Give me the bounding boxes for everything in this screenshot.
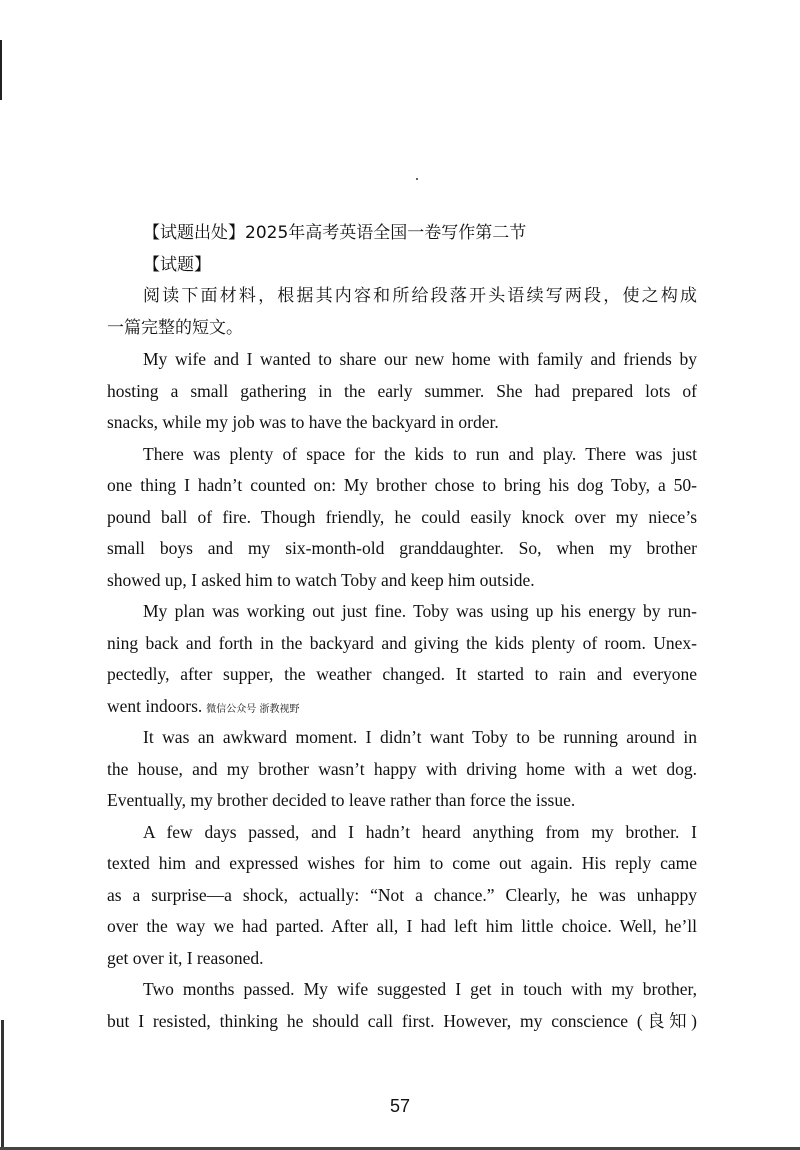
paragraph-line: A few days passed, and I hadn’t heard anything from my brother. I bbox=[143, 821, 697, 842]
watermark-note: 微信公众号 浙教视野 bbox=[206, 703, 300, 715]
paragraph-line: showed up, I asked him to watch Toby and keep him outside. bbox=[107, 569, 535, 590]
paragraph-line: My plan was working out just fine. Toby was using up his energy by run- bbox=[143, 601, 697, 621]
paragraph-line: Eventually, my brother decided to leave rather than force the issue. bbox=[107, 790, 576, 810]
paragraph-line: one thing I hadn’t counted on: My brother chose to bring his dog Toby, a 50- bbox=[107, 475, 697, 495]
paragraph-line: over the way we had parted. After all, I had left him little choice. Well, he’ll bbox=[107, 916, 697, 936]
paragraph-4 bbox=[107, 722, 697, 817]
paragraph-5 bbox=[107, 817, 697, 975]
instruction-line-1: 阅读下面材料，根据其内容和所给段落开头语续写两段，使之构成 bbox=[143, 286, 697, 306]
scan-speck bbox=[416, 178, 418, 180]
question-label: 【试题】 bbox=[143, 254, 211, 275]
document-body bbox=[107, 218, 697, 1037]
paragraph-line: the house, and my brother wasn’t happy with driving home with a wet dog. bbox=[107, 758, 697, 779]
paragraph-line: There was plenty of space for the kids to run and play. There was just bbox=[143, 443, 697, 464]
paragraph-3 bbox=[107, 596, 697, 722]
paragraph-line: texted him and expressed wishes for him to come out again. His reply came bbox=[107, 853, 697, 873]
page-number: 57 bbox=[389, 1096, 411, 1116]
paragraph-line: My wife and I wanted to share our new home with family and friends by bbox=[143, 349, 697, 369]
paragraph-line: pound ball of fire. Though friendly, he could easily knock over my niece’s bbox=[107, 506, 697, 527]
scan-edge-left bbox=[0, 40, 2, 100]
paragraph-line: pectedly, after supper, the weather changed. It started to rain and everyone bbox=[107, 664, 697, 684]
scan-edge-left-bottom bbox=[1, 1020, 4, 1150]
paragraph-1 bbox=[107, 344, 697, 439]
source-label: 【试题出处】2025年高考英语全国一卷写作第二节 bbox=[143, 223, 527, 243]
paragraph-line: went indoors. bbox=[107, 695, 203, 716]
paragraph-2 bbox=[107, 439, 697, 597]
paragraph-6 bbox=[107, 974, 697, 1037]
paragraph-line-with-note bbox=[107, 691, 697, 723]
instruction-line-2: 一篇完整的短文。 bbox=[107, 317, 243, 338]
paragraph-line: as a surprise—a shock, actually: “Not a chance.” Clearly, he was unhappy bbox=[107, 884, 697, 905]
paragraph-line: It was an awkward moment. I didn’t want Toby to be running around in bbox=[143, 727, 697, 747]
paragraph-line: get over it, I reasoned. bbox=[107, 947, 264, 968]
paragraph-line: small boys and my six-month-old granddaughter. So, when my brother bbox=[107, 538, 697, 558]
paragraph-line: ning back and forth in the backyard and giving the kids plenty of room. Unex- bbox=[107, 632, 697, 653]
paragraph-line: but I resisted, thinking he should call first. However, my conscience (良知) bbox=[107, 1010, 697, 1031]
paragraph-line: hosting a small gathering in the early summer. She had prepared lots of bbox=[107, 380, 697, 401]
paragraph-line: Two months passed. My wife suggested I get in touch with my brother, bbox=[143, 979, 697, 999]
paragraph-line: snacks, while my job was to have the backyard in order. bbox=[107, 412, 499, 432]
